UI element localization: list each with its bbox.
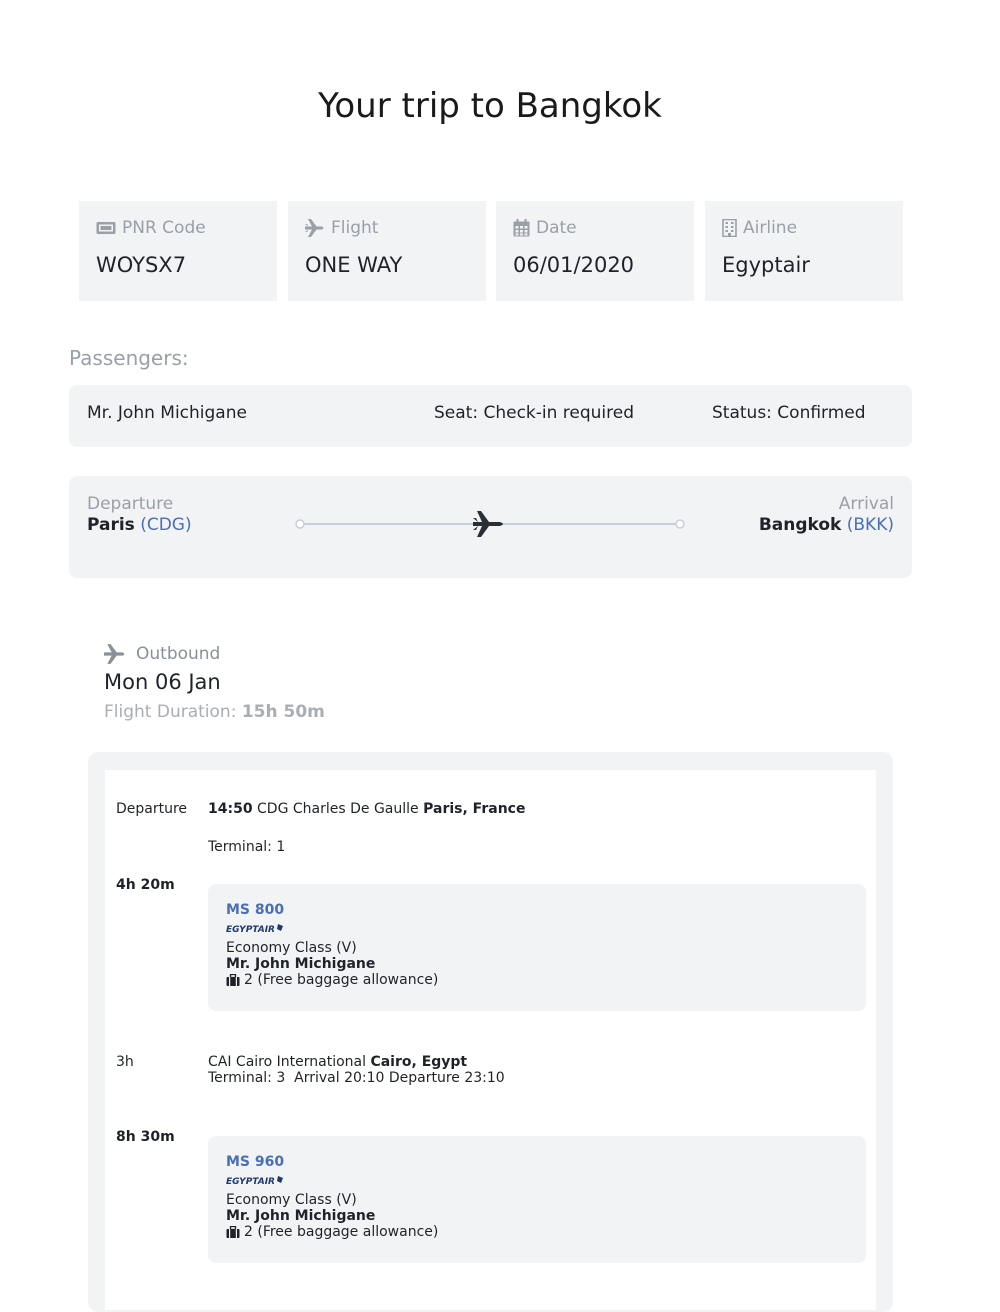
baggage-allowance: 2 (Free baggage allowance) xyxy=(244,1224,439,1240)
segment-duration: 4h 20m xyxy=(116,877,175,893)
flight-segment xyxy=(208,884,866,1011)
outbound-date: Mon 06 Jan xyxy=(104,670,221,694)
date-value: 06/01/2020 xyxy=(513,253,635,277)
airline-value: Egyptair xyxy=(722,253,810,277)
route-arrival xyxy=(759,494,894,535)
segment-duration: 8h 30m xyxy=(116,1129,175,1145)
passenger-name: Mr. John Michigane xyxy=(87,403,247,423)
passenger-row xyxy=(69,385,912,447)
layover-details xyxy=(208,1054,505,1086)
calendar-icon xyxy=(513,219,530,237)
departure-airport: CDG Charles De Gaulle xyxy=(257,801,419,817)
svg-text:EGYPTAIR: EGYPTAIR xyxy=(226,925,275,934)
departure-details xyxy=(208,801,525,817)
flight-label: Flight xyxy=(331,218,379,238)
flight-number: MS 960 xyxy=(226,1154,285,1170)
flight-duration xyxy=(104,702,325,722)
plane-icon xyxy=(104,644,126,664)
date-card xyxy=(496,201,694,301)
pnr-label: PNR Code xyxy=(122,218,206,238)
origin-dot xyxy=(296,520,304,528)
baggage-icon xyxy=(226,974,240,986)
flight-segment xyxy=(208,1136,866,1263)
airline-card xyxy=(705,201,903,301)
duration-label: Flight Duration: xyxy=(104,702,237,722)
flight-card xyxy=(288,201,486,301)
plane-icon xyxy=(473,511,503,537)
departure-city: Paris xyxy=(87,515,135,535)
arrival-label: Arrival xyxy=(838,494,894,514)
layover-city: Cairo, Egypt xyxy=(370,1054,468,1070)
baggage-allowance: 2 (Free baggage allowance) xyxy=(244,972,439,988)
passenger-seat: Seat: Check-in required xyxy=(434,403,635,423)
departure-time: 14:50 xyxy=(208,801,253,817)
plane-icon xyxy=(305,219,325,237)
departure-city-full: Paris, France xyxy=(423,801,526,817)
arrival-city: Bangkok xyxy=(758,515,842,535)
departure-row-label: Departure xyxy=(116,801,188,817)
page-title: Your trip to Bangkok xyxy=(318,86,662,126)
egyptair-logo xyxy=(226,1174,848,1186)
layover-duration: 3h xyxy=(116,1054,134,1070)
pnr-card xyxy=(79,201,277,301)
arrival-code: (BKK) xyxy=(846,515,894,535)
segment-passenger: Mr. John Michigane xyxy=(226,956,376,972)
cabin-class: Economy Class (V) xyxy=(226,940,357,956)
route-summary xyxy=(69,476,912,578)
ticket-icon xyxy=(96,220,116,236)
departure-label: Departure xyxy=(87,494,174,514)
departure-terminal: Terminal: 1 xyxy=(208,839,286,855)
route-departure xyxy=(87,494,192,535)
date-label: Date xyxy=(536,218,577,238)
building-icon xyxy=(722,219,737,237)
cabin-class: Economy Class (V) xyxy=(226,1192,357,1208)
svg-text:EGYPTAIR: EGYPTAIR xyxy=(226,1177,275,1186)
layover-times: Terminal: 3 Arrival 20:10 Departure 23:10 xyxy=(208,1070,505,1086)
flight-number: MS 800 xyxy=(226,902,285,918)
segment-passenger: Mr. John Michigane xyxy=(226,1208,376,1224)
route-line xyxy=(295,506,685,542)
airline-label: Airline xyxy=(743,218,798,238)
layover-airport: CAI Cairo International xyxy=(208,1054,366,1070)
pnr-value: WOYSX7 xyxy=(96,253,187,277)
outbound-header xyxy=(104,644,325,722)
flight-value: ONE WAY xyxy=(305,253,403,277)
baggage-icon xyxy=(226,1226,240,1238)
egyptair-logo xyxy=(226,922,848,934)
passenger-status: Status: Confirmed xyxy=(712,403,866,423)
departure-code: (CDG) xyxy=(140,515,192,535)
outbound-label: Outbound xyxy=(136,644,221,664)
destination-dot xyxy=(676,520,684,528)
duration-value: 15h 50m xyxy=(241,702,325,722)
passengers-heading: Passengers: xyxy=(69,346,189,370)
